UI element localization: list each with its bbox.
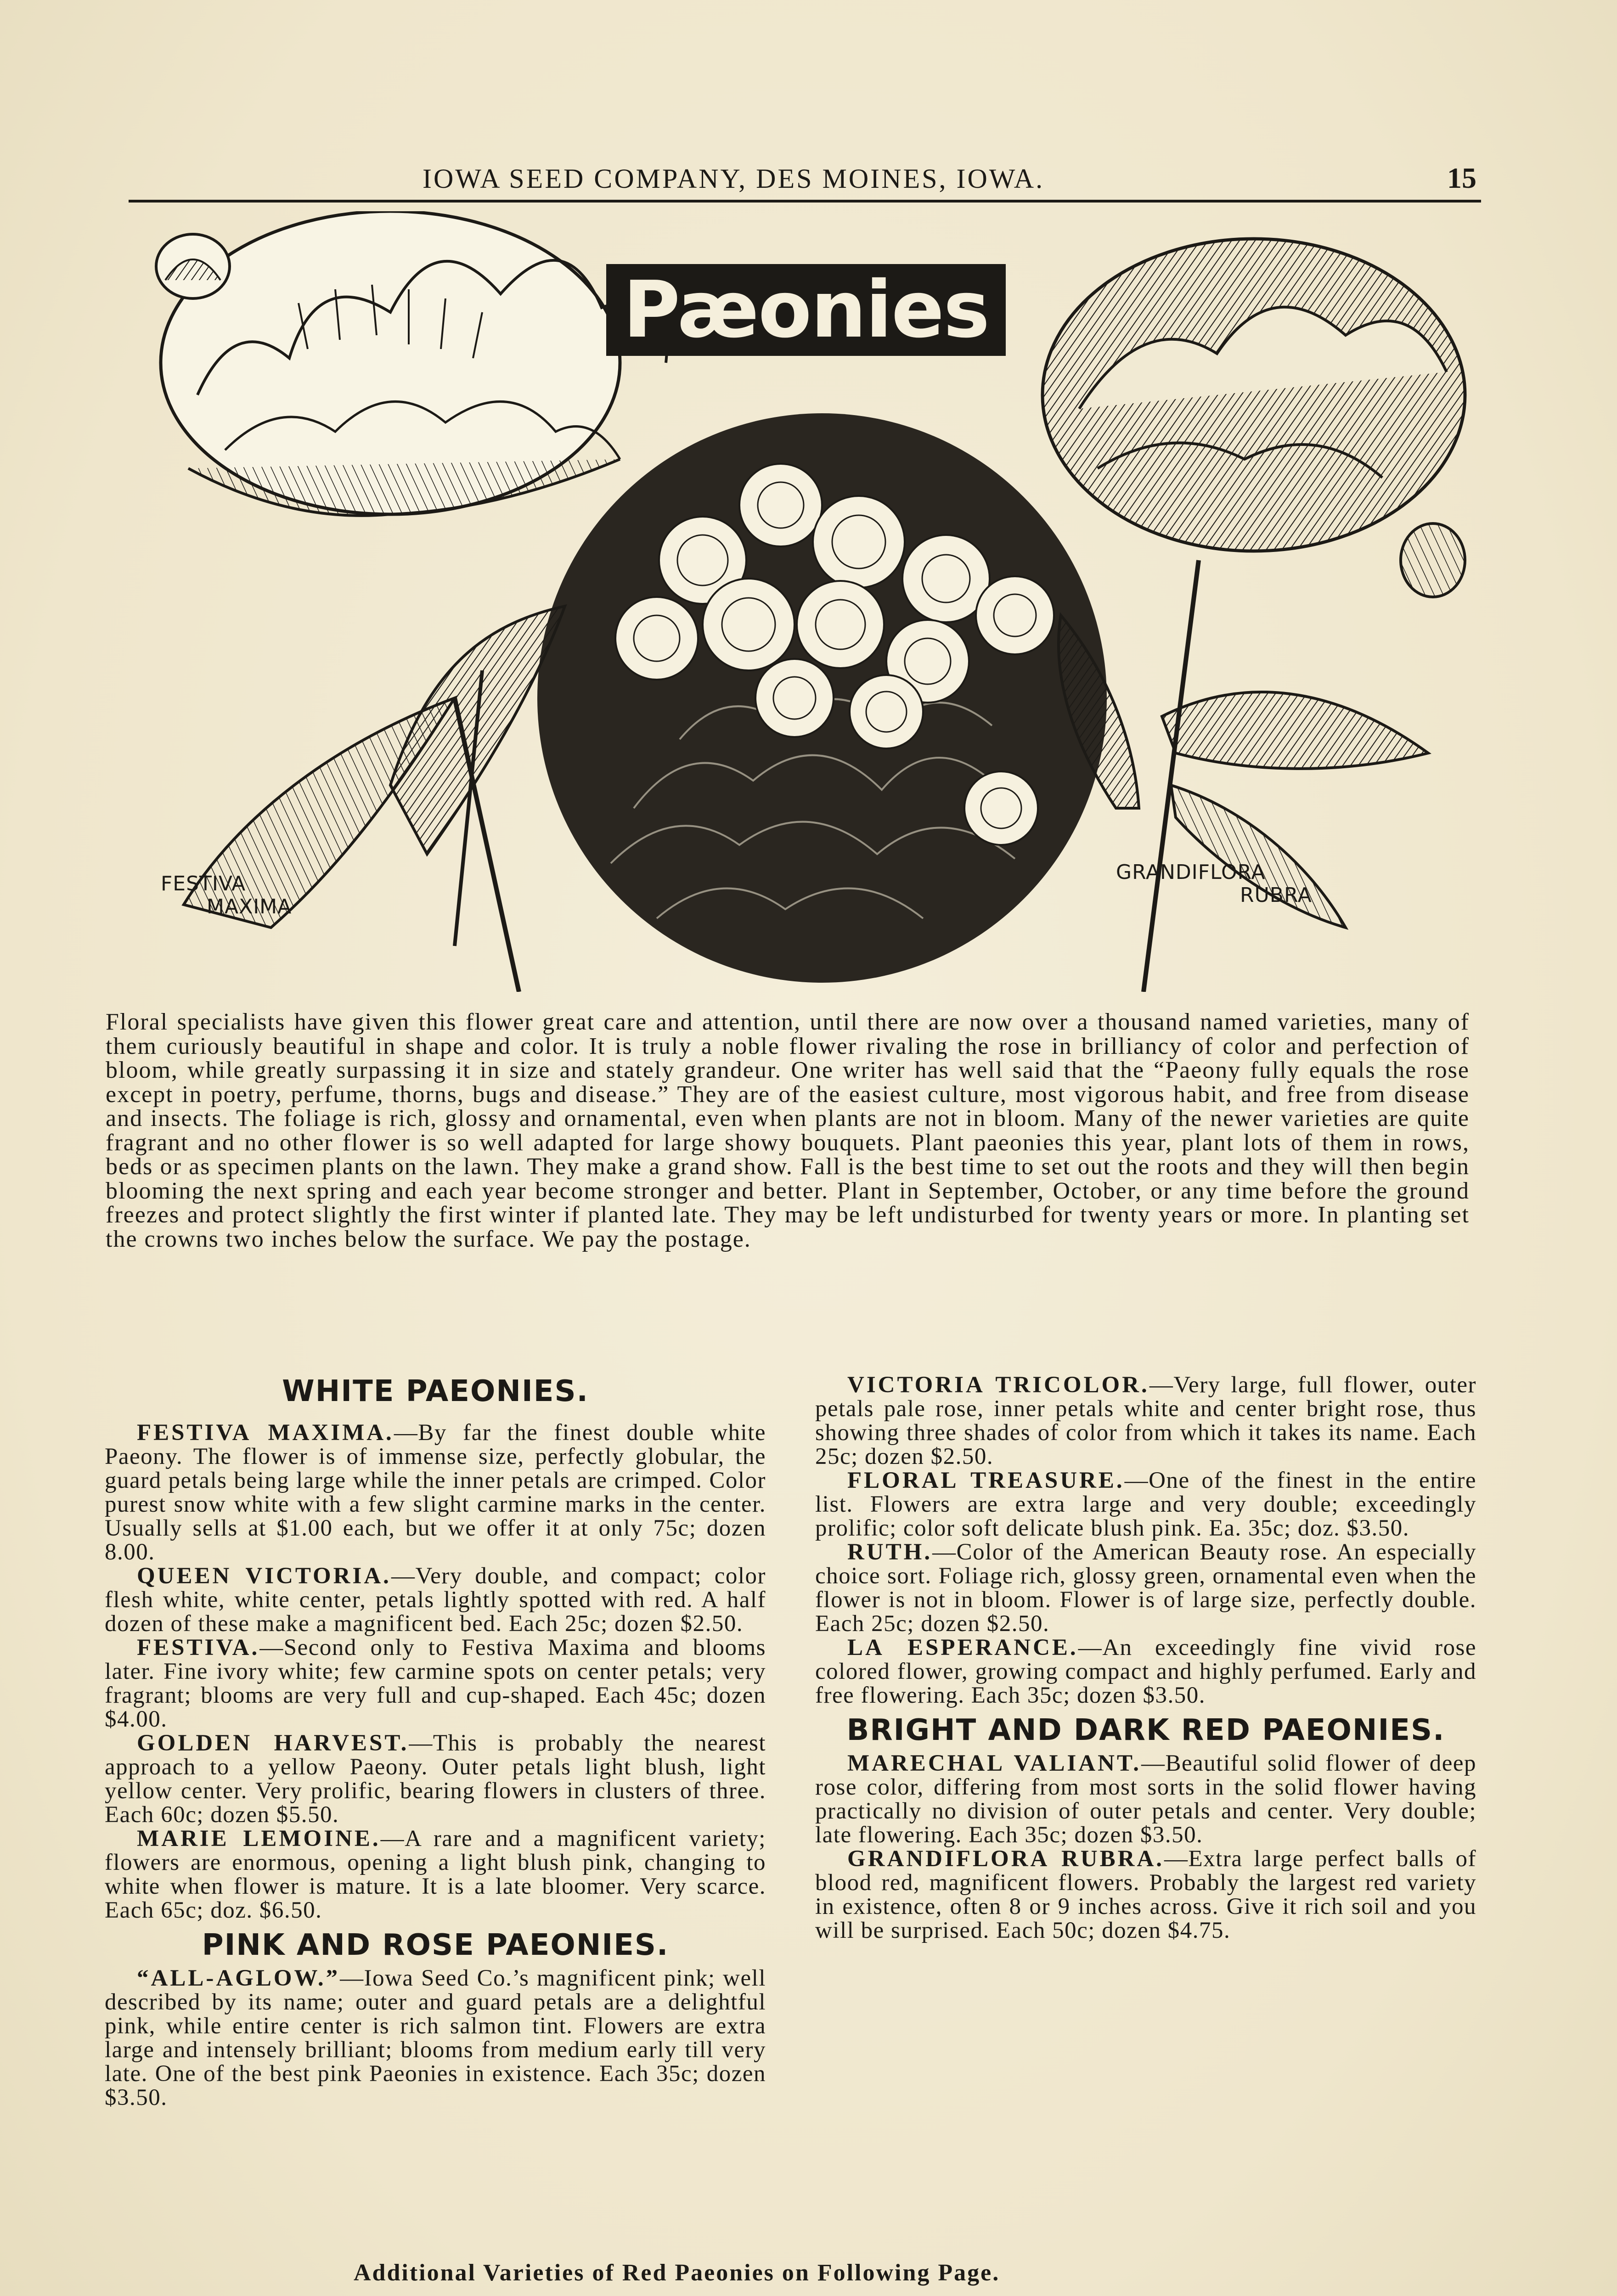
intro-paragraph: Floral specialists have given this flower great care and attention, until there are now over a thousand named varieties, many of them curiously beautiful in shape and color. It is truly a noble flower rivaling the rose in brilliancy of color and perfection of bloom, while greatly surpassing it in size and stately grandeur. One writer has well said that the “Paeony fully equals the rose except in poetry, perfume, thorns, bugs and disease.” They are of the easiest culture, most vigorous habit, and free from disease and insects. The foliage is rich, glossy and ornamental, even when plants are not in bloom. Many of the newer varieties are quite fragrant and no other flower is so well adapted for large showy bouquets. Plant paeonies this year, plant lots of them in rows, beds or as specimen plants on the lawn. They make a grand show. Fall is the best time to set out the roots and they will then begin blooming the next spring and each year become stronger and better. Plant in September, October, or any time before the ground freezes and protect slightly the first winter if planted late. They may be left undisturbed for twenty years or more. In planting set the crowns two inches below the surface. We pay the postage. (106, 1009, 1470, 1252)
entry-name: MARECHAL VALIANT. (847, 1750, 1141, 1776)
entry-name: “ALL-AGLOW.” (137, 1965, 340, 1991)
section-heading-white: WHITE PAEONIES. (282, 1374, 589, 1408)
page-header (129, 163, 1481, 203)
label-grandiflora-rubra (1116, 861, 1312, 907)
entry-marie-lemoine (105, 1827, 766, 1922)
entry-name: FESTIVA. (137, 1635, 260, 1660)
entry-name: MARIE LEMOINE. (137, 1826, 381, 1851)
entry-text: —This is probably the nearest approach to a yellow Paeony. Outer petals light blush, light yellow center. Very prolific, bearing flowers in clusters of three. Each 60c; dozen $5.50. (105, 1730, 766, 1828)
entry-text: —Iowa Seed Co.’s magnificent pink; well described by its name; outer and guard petals are a delightful pink, while entire center is rich salmon tint. Flowers are extra large and intensely brilliant; blooms from medium early till very late. One of the best pink Paeonies in existence. Each 35c; dozen $3.50. (105, 1965, 766, 2110)
section-heading-red: BRIGHT AND DARK RED PAEONIES. (846, 1713, 1445, 1747)
entry-name: RUTH. (847, 1539, 933, 1565)
footer-note: Additional Varieties of Red Paeonies on Following Page. (354, 2260, 1000, 2286)
entry-all-aglow (105, 1966, 766, 2110)
entry-floral-treasure (815, 1469, 1476, 1540)
entry-name: FESTIVA MAXIMA. (137, 1420, 394, 1446)
label-grandiflora-line-1: GRANDIFLORA (1116, 861, 1266, 884)
entry-text: —Extra large perfect balls of blood red, magnificent flowers. Probably the largest red variety in existence, often 8 or 9 inches across. Give it rich soil and you will be surprised. Each 50c; dozen $4.75. (815, 1846, 1476, 1943)
entry-festiva-maxima (105, 1421, 766, 1564)
entry-name: VICTORIA TRICOLOR. (847, 1372, 1149, 1398)
entry-name: QUEEN VICTORIA. (137, 1563, 391, 1589)
entry-festiva (105, 1636, 766, 1731)
label-maxima-line-2: MAXIMA (207, 895, 292, 918)
entry-text: —Beautiful solid flower of deep rose color, differing from most sorts in the solid flower having practically no division of outer petals and center. Very double; late flowering. Each 35c; dozen $3.50. (815, 1750, 1476, 1848)
entry-la-esperance (815, 1636, 1476, 1707)
header-title: IOWA SEED COMPANY, DES MOINES, IOWA. (423, 163, 1045, 194)
entry-grandiflora-rubra (815, 1847, 1476, 1942)
section-heading-pink: PINK AND ROSE PAEONIES. (202, 1928, 669, 1962)
entry-text: —Color of the American Beauty rose. An especially choice sort. Foliage rich, glossy green, ornamental even when the flower is not in bloom. Flower is of large size, perfectly double. Each 25c; dozen $2.50. (815, 1539, 1476, 1637)
entry-text: —Very double, and compact; color flesh white, white center, petals lightly spotted with red. A half dozen of these make a magnificent bed. Each 25c; dozen $2.50. (105, 1563, 766, 1637)
label-festiva-maxima (161, 872, 292, 918)
entry-text: —One of the finest in the entire list. Flowers are extra large and very double; exceedingly prolific; color soft delicate blush pink. Ea. 35c; doz. $3.50. (815, 1468, 1476, 1541)
entry-text: —Second only to Festiva Maxima and blooms later. Fine ivory white; few carmine spots on center petals; very fragrant; blooms are very full and cup-shaped. Each 45c; dozen $4.00. (105, 1635, 766, 1732)
entry-name: LA ESPERANCE. (847, 1635, 1078, 1660)
right-column (815, 1373, 1476, 1942)
label-rubra-line-2: RUBRA (1240, 884, 1312, 907)
entry-name: GOLDEN HARVEST. (137, 1730, 409, 1756)
entry-golden-harvest (105, 1731, 766, 1827)
entry-name: GRANDIFLORA RUBRA. (847, 1846, 1165, 1872)
entry-text: —An exceedingly fine vivid rose colored flower, growing compact and highly perfumed. Early and free flowering. Each 35c; dozen $3.50. (815, 1635, 1477, 1708)
entry-victoria-tricolor (815, 1373, 1476, 1469)
paeonies-title: Pæonies (606, 264, 1006, 356)
entry-queen-victoria (105, 1564, 766, 1636)
label-festiva-line-1: FESTIVA (161, 872, 246, 895)
left-column (105, 1373, 766, 2110)
entry-text: —Very large, full flower, outer petals pale rose, inner petals white and center bright rose, thus showing three shades of color from which it takes its name. Each 25c; dozen $2.50. (815, 1372, 1476, 1469)
entry-ruth (815, 1540, 1476, 1636)
entry-text: —A rare and a magnificent variety; flowers are enormous, opening a light blush pink, changing to white when flower is mature. It is a late bloomer. Very scarce. Each 65c; doz. $6.50. (105, 1826, 766, 1923)
entry-text: —By far the finest double white Paeony. The flower is of immense size, perfectly globular, the guard petals being large while the inner petals are crimped. Color purest snow white with a few slight carmine marks in the center. Usually sells at $1.00 each, but we offer it at only 75c; dozen 8.00. (105, 1420, 766, 1565)
entry-name: FLORAL TREASURE. (847, 1468, 1125, 1493)
page-number: 15 (1447, 162, 1476, 194)
entry-marechal-valiant (815, 1751, 1476, 1847)
